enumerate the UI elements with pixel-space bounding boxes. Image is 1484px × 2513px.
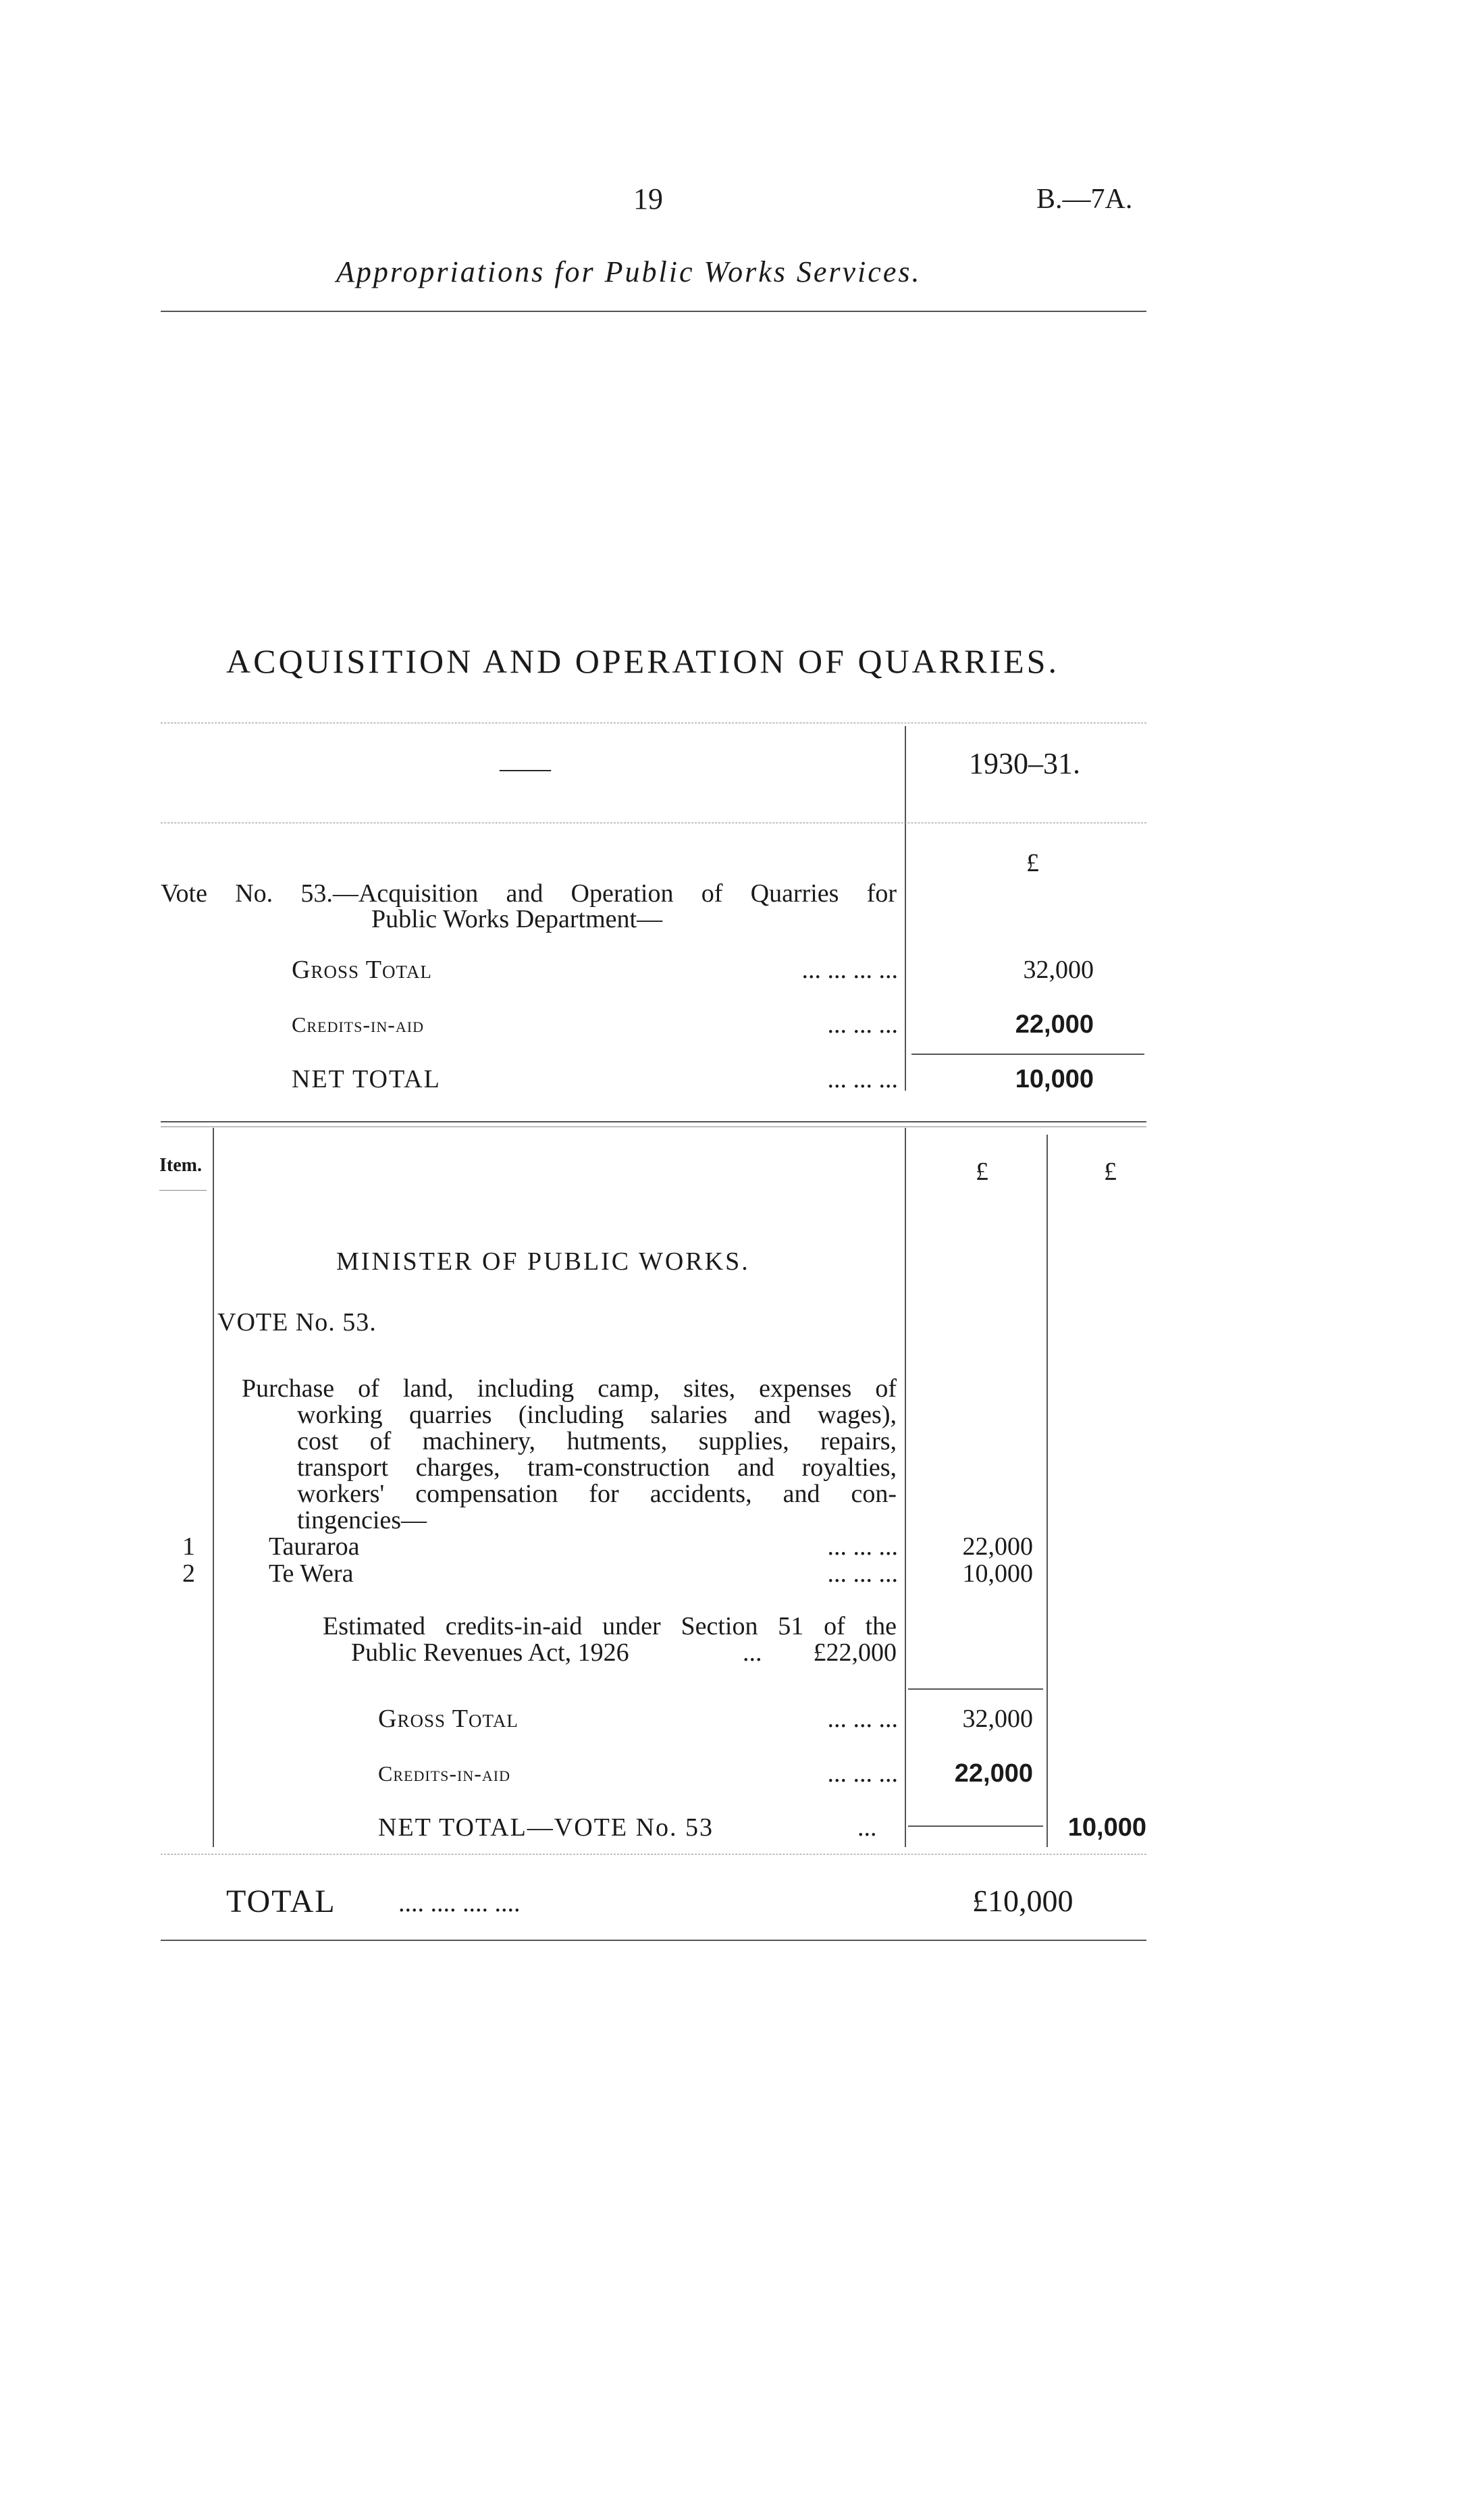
detail-net-value: 10,000 xyxy=(1067,1813,1146,1842)
detail-item-name: Te Wera xyxy=(269,1559,354,1588)
summary-blank-column-header: —— xyxy=(500,754,551,783)
summary-currency: £ xyxy=(1026,849,1039,877)
header-rule xyxy=(161,311,1146,312)
detail-credits-dots: ... ... ... xyxy=(827,1759,898,1788)
summary-credits-dots: ... ... ... xyxy=(827,1010,898,1039)
detail-item-value: 22,000 xyxy=(962,1532,1033,1561)
detail-item-number: 2 xyxy=(182,1559,195,1588)
detail-gross-label: Gross Total xyxy=(378,1705,519,1733)
summary-gross-value: 32,000 xyxy=(1023,956,1094,984)
detail-item-number: 1 xyxy=(182,1532,195,1561)
summary-net-label: NET TOTAL xyxy=(292,1065,441,1093)
summary-bottom-rule xyxy=(161,1121,1146,1122)
grand-total-rule xyxy=(161,1940,1146,1941)
document-reference: B.—7A. xyxy=(1036,184,1133,215)
detail-net-dots: ... xyxy=(857,1813,877,1842)
detail-item-name: Tauraroa xyxy=(269,1532,360,1561)
detail-column-divider-1 xyxy=(905,1128,906,1847)
summary-net-dots: ... ... ... xyxy=(827,1065,898,1093)
summary-year-header: 1930–31. xyxy=(969,747,1080,780)
running-title: Appropriations for Public Works Services. xyxy=(336,255,922,288)
section-title: ACQUISITION AND OPERATION OF QUARRIES. xyxy=(226,642,1059,680)
detail-minister-heading: MINISTER OF PUBLIC WORKS. xyxy=(336,1247,750,1276)
summary-credits-label: Credits-in-aid xyxy=(292,1012,424,1037)
detail-item-header: Item. xyxy=(159,1155,202,1176)
grand-total-dots: .... .... .... .... xyxy=(398,1889,521,1917)
summary-column-divider xyxy=(905,726,906,1091)
detail-vote-label: VOTE No. 53. xyxy=(217,1308,377,1337)
detail-item-header-rule xyxy=(159,1190,207,1191)
detail-item-dots: ... ... ... xyxy=(827,1559,898,1588)
detail-net-label: NET TOTAL—VOTE No. 53 xyxy=(378,1813,714,1842)
detail-credits-label: Credits-in-aid xyxy=(378,1761,510,1786)
detail-item-dots: ... ... ... xyxy=(827,1532,898,1561)
summary-vote-line1: Vote No. 53.—Acquisition and Operation of Quarries for xyxy=(161,879,897,908)
detail-gross-dots: ... ... ... xyxy=(827,1705,898,1733)
detail-currency-2: £ xyxy=(1104,1158,1117,1186)
summary-gross-label: Gross Total xyxy=(292,956,432,984)
summary-vote-line2: Public Works Department— xyxy=(371,905,663,933)
detail-item-divider xyxy=(213,1128,214,1847)
summary-gross-dots: ... ... ... ... xyxy=(801,956,898,984)
detail-net-rule xyxy=(908,1825,1043,1827)
detail-column-divider-2 xyxy=(1046,1135,1048,1847)
detail-gross-rule xyxy=(908,1688,1043,1690)
grand-total-label: TOTAL xyxy=(226,1884,336,1919)
summary-bottom-rule-2 xyxy=(161,1126,1146,1127)
detail-currency-1: £ xyxy=(976,1158,988,1186)
detail-bottom-rule xyxy=(161,1854,1146,1855)
detail-credits-value: 22,000 xyxy=(954,1759,1033,1788)
grand-total-value: £10,000 xyxy=(972,1884,1074,1918)
summary-net-rule xyxy=(911,1054,1144,1055)
page-number: 19 xyxy=(633,182,663,215)
detail-item-value: 10,000 xyxy=(962,1559,1033,1588)
detail-gross-value: 32,000 xyxy=(962,1705,1033,1733)
summary-credits-value: 22,000 xyxy=(1015,1010,1094,1039)
summary-net-value: 10,000 xyxy=(1015,1065,1094,1093)
